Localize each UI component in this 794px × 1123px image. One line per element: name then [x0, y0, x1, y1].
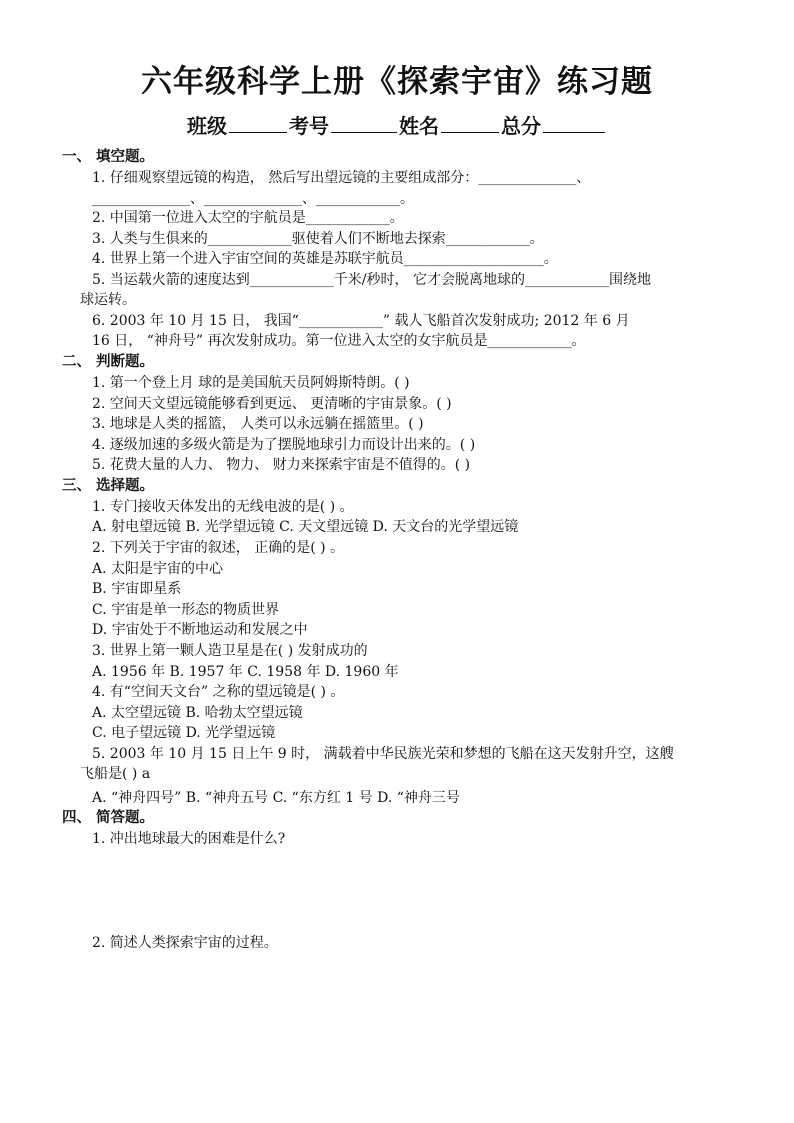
class-label: 班级: [187, 114, 227, 138]
choice-question-2-option-b: B. 宇宙即星系: [92, 581, 182, 597]
choice-question-4: 4. 有“空间天文台” 之称的望远镜是( ) 。: [92, 684, 345, 700]
choice-question-2: 2. 下列关于宇宙的叙述， 正确的是( ) 。: [92, 540, 345, 556]
fill-question-2: 2. 中国第一位进入太空的宇航员是____________。: [92, 210, 404, 226]
name-blank[interactable]: [441, 112, 499, 133]
class-blank[interactable]: [229, 112, 287, 133]
fill-question-6a: 6. 2003 年 10 月 15 日， 我国“____________” 载人飞船首次发射成功; 2012 年 6 月: [92, 313, 630, 329]
choice-question-3: 3. 世界上第一颗人造卫星是在( ) 发射成功的: [92, 643, 368, 659]
section-short-heading: 四、 简答题。: [62, 810, 155, 826]
page-title: 六年级科学上册《探索宇宙》练习题: [141, 64, 653, 100]
judge-question-1: 1. 第一个登上月 球的是美国航天员阿姆斯特朗。( ): [92, 375, 410, 391]
choice-question-5a: 5. 2003 年 10 月 15 日上午 9 时， 满载着中华民族光荣和梦想的飞船在这天发射升空，这艘: [92, 746, 674, 762]
choice-question-3-options: A. 1956 年 B. 1957 年 C. 1958 年 D. 1960 年: [92, 664, 399, 680]
judge-question-3: 3. 地球是人类的摇篮， 人类可以永远躺在摇篮里。( ): [92, 416, 424, 432]
score-blank[interactable]: [543, 112, 605, 133]
exam-number-label: 考号: [289, 114, 329, 138]
exam-number-blank[interactable]: [331, 112, 397, 133]
score-label: 总分: [501, 114, 541, 138]
judge-question-2: 2. 空间天文望远镜能够看到更远、 更清晰的宇宙景象。( ): [92, 396, 452, 412]
name-label: 姓名: [399, 114, 439, 138]
short-question-1: 1. 冲出地球最大的困难是什么?: [92, 831, 286, 847]
fill-question-5a: 5. 当运载火箭的速度达到____________千米/秒时， 它才会脱离地球的____________围绕地: [92, 272, 651, 288]
fill-question-1a: 1. 仔细观察望远镜的构造， 然后写出望远镜的主要组成部分：______________、: [92, 170, 591, 186]
fill-question-4: 4. 世界上第一个进入宇宙空间的英雄是苏联宇航员____________________。: [92, 251, 558, 267]
choice-question-4-options-ab: A. 太空望远镜 B. 哈勃太空望远镜: [92, 705, 303, 721]
judge-question-5: 5. 花费大量的人力、 物力、 财力来探索宇宙是不值得的。( ): [92, 457, 471, 473]
fill-question-6b: 16 日， “神舟号” 再次发射成功。第一位进入太空的女宇航员是____________。: [92, 333, 586, 349]
choice-question-1-options: A. 射电望远镜 B. 光学望远镜 C. 天文望远镜 D. 天文台的光学望远镜: [92, 519, 519, 535]
section-fill-heading: 一、 填空题。: [62, 149, 155, 165]
choice-question-2-option-c: C. 宇宙是单一形态的物质世界: [92, 602, 280, 618]
choice-question-2-option-d: D. 宇宙处于不断地运动和发展之中: [92, 622, 308, 638]
student-info-row: [0, 112, 794, 139]
choice-question-5b: 飞船是( ) a: [80, 766, 151, 782]
section-judge-heading: 二、 判断题。: [62, 354, 155, 370]
short-question-2: 2. 简述人类探索宇宙的过程。: [92, 935, 278, 951]
choice-question-5-options: A. “神舟四号” B. “神舟五号 C. “东方红 1 号 D. “神舟三号: [92, 790, 460, 806]
choice-question-2-option-a: A. 太阳是宇宙的中心: [92, 561, 224, 577]
choice-question-4-options-cd: C. 电子望远镜 D. 光学望远镜: [92, 725, 276, 741]
fill-question-1b: ______________、______________、____________。: [92, 191, 414, 207]
section-choice-heading: 三、 选择题。: [62, 478, 155, 494]
fill-question-3: 3. 人类与生俱来的____________驱使着人们不断地去探索____________。: [92, 231, 544, 247]
choice-question-1: 1. 专门接收天体发出的无线电波的是( ) 。: [92, 499, 354, 515]
fill-question-5b: 球运转。: [80, 292, 136, 308]
judge-question-4: 4. 逐级加速的多级火箭是为了摆脱地球引力而设计出来的。( ): [92, 437, 476, 453]
